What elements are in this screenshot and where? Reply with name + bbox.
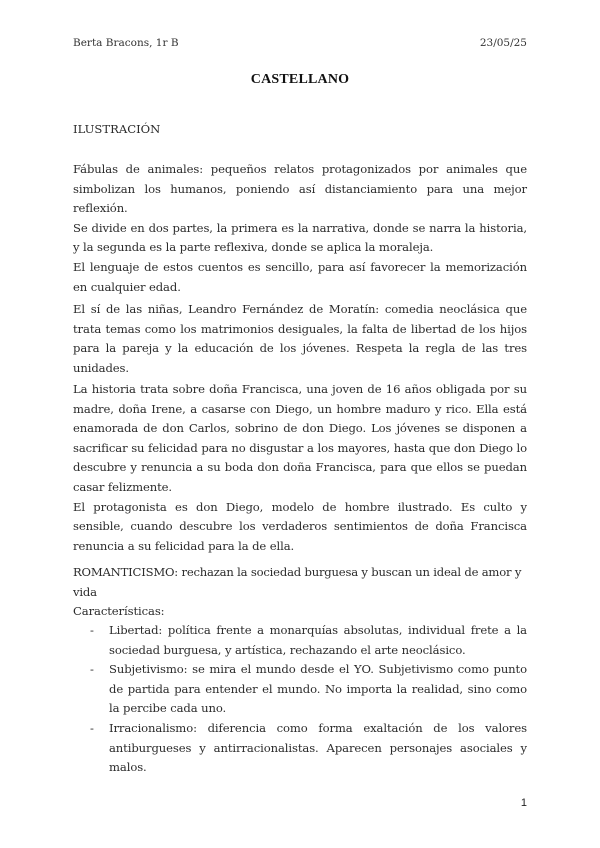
page-number: 1: [520, 797, 527, 809]
caracteristicas-list: [73, 621, 527, 778]
paragraph: ROMANTICISMO: rechazan la sociedad burguesa y buscan un ideal de amor y vida: [73, 565, 522, 599]
paragraph: Fábulas de animales: pequeños relatos protagonizados por animales que simbolizan los humanos, poniendo así distanciamiento para una mejor reflexión.: [73, 162, 527, 216]
header-date: 23/05/25: [479, 37, 527, 49]
caracteristicas-heading: [73, 602, 527, 622]
list-item: [73, 719, 527, 778]
paragraph: Se divide en dos partes, la primera es la narrativa, donde se narra la historia, y la segunda es la parte reflexiva, donde se aplica la moraleja.: [73, 220, 527, 255]
romanticismo-heading: [73, 563, 527, 602]
list-item-text: Libertad: política frente a monarquías absolutas, individual frete a la sociedad burguesa, y artística, rechazando el arte neoclásico.: [109, 623, 527, 657]
section-heading-ilustracion: ILUSTRACIÓN: [73, 122, 161, 136]
moratin-paragraph: [73, 300, 527, 378]
list-item: [73, 621, 527, 660]
list-item: [73, 660, 527, 719]
paragraph: El sí de las niñas, Leandro Fernández de Moratín: comedia neoclásica que trata temas como los matrimonios desiguales, la falta de libertad de los hijos para la pareja y la educación de los jóvenes. Respeta la regla de las tres unidades.: [73, 302, 527, 375]
paragraph: El lenguaje de estos cuentos es sencillo, para así favorecer la memorización en cualquier edad.: [73, 259, 527, 294]
page-header: [73, 37, 527, 51]
list-item-text: Irracionalismo: diferencia como forma exaltación de los valores antiburgueses y antirracionalistas. Aparecen personajes asociales y malos.: [109, 720, 527, 775]
paragraph: El protagonista es don Diego, modelo de hombre ilustrado. Es culto y sensible, cuando descubre los verdaderos sentimientos de doña Francisca renuncia a su felicidad para la de ella.: [73, 499, 527, 553]
list-item-text: Subjetivismo: se mira el mundo desde el YO. Subjetivismo como punto de partida para entender el mundo. No importa la realidad, sino como la percibe cada uno.: [109, 662, 527, 716]
bullet-dash: -: [90, 720, 94, 735]
header-author: Berta Bracons, 1r B: [73, 37, 179, 49]
page-title: CASTELLANO: [250, 72, 350, 87]
paragraph: La historia trata sobre doña Francisca, una joven de 16 años obligada por su madre, doña Irene, a casarse con Diego, un hombre maduro y rico. Ella está enamorada de don Carlos, sobrino de don Diego. Los jóvenes se disponen a sacrificar su felicidad para no disgustar a los mayores, hasta que don Diego lo descubre y renuncia a su boda don doña Francisca, para que ellos se puedan casar felizmente.: [73, 382, 527, 494]
bullet-dash: -: [90, 662, 94, 677]
paragraph: Características:: [73, 604, 165, 618]
fabulas-paragraphs: [73, 160, 527, 297]
historia-paragraphs: [73, 380, 527, 556]
bullet-dash: -: [90, 623, 94, 637]
